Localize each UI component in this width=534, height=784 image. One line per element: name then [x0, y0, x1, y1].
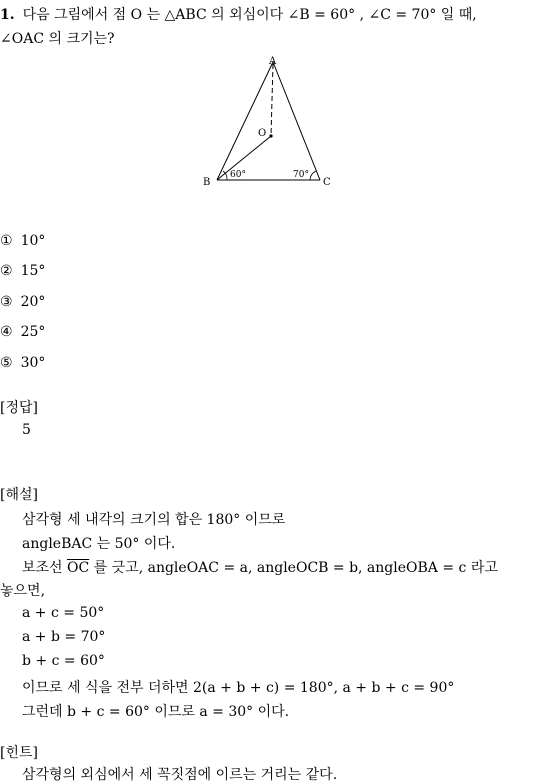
choice-3 [0, 294, 45, 310]
hint-text: 삼각형의 외심에서 세 꼭짓점에 이르는 거리는 같다. [22, 767, 338, 783]
choice-2-mark: ② [0, 263, 13, 279]
choice-3-mark: ③ [0, 294, 13, 310]
point-o [269, 134, 272, 137]
label-b: B [203, 177, 211, 188]
choice-5-text: 30° [20, 355, 46, 371]
angle-b-label: 60° [230, 170, 246, 180]
label-c: C [323, 177, 331, 188]
side-ab [217, 62, 273, 180]
explanation-line-3 [22, 557, 498, 577]
explanation-line-6: 그런데 b + c = 60° 이므로 a = 30° 이다. [22, 704, 290, 720]
choice-1 [0, 233, 45, 249]
equation-3: b + c = 60° [22, 653, 105, 669]
segment-oa [271, 64, 273, 136]
choice-2 [0, 263, 45, 279]
choice-3-text: 20° [20, 294, 46, 310]
question-text-2: ∠OAC 의 크기는? [0, 31, 115, 47]
answer-value: 5 [22, 422, 31, 438]
label-o: O [258, 128, 267, 139]
choice-1-mark: ① [0, 233, 13, 249]
equation-1: a + c = 50° [22, 605, 105, 621]
explanation-line-3-prefix: 보조선 [22, 560, 68, 576]
answer-heading: [정답] [0, 400, 38, 416]
segment-oc-notation: $\overline{OC}$ [67, 560, 90, 576]
explanation-line-2: angleBAC 는 50° 이다. [22, 536, 176, 552]
explanation-line-5: 이므로 세 식을 전부 더하면 2(a + b + c) = 180°, a + b + c = 90° [22, 680, 455, 696]
explanation-line-4: 놓으면, [0, 583, 46, 599]
choice-4-text: 25° [20, 324, 46, 340]
equation-2: a + b = 70° [22, 629, 106, 645]
explanation-line-3-suffix: 를 긋고, angleOAC = a, angleOCB = b, angleOBA = c 라고 [89, 560, 498, 576]
side-ac [273, 62, 320, 180]
hint-heading: [힌트] [0, 745, 38, 761]
question-number: 1. [0, 7, 15, 23]
question-line-1 [0, 4, 477, 24]
triangle-figure [200, 52, 335, 192]
explanation-line-1: 삼각형 세 내각의 크기의 합은 180° 이므로 [22, 512, 286, 528]
choice-4 [0, 324, 45, 340]
label-a: A [269, 56, 277, 67]
explanation-heading: [해설] [0, 487, 38, 503]
angle-c-arc [310, 171, 316, 180]
choice-5-mark: ⑤ [0, 355, 13, 371]
question-text-1: 다음 그림에서 점 O 는 △ABC 의 외심이다 ∠B = 60° , ∠C = 70° 일 때, [22, 7, 477, 23]
choice-2-text: 15° [20, 263, 46, 279]
choice-5 [0, 355, 45, 371]
choice-1-text: 10° [20, 233, 46, 249]
triangle-diagram [200, 52, 335, 192]
angle-c-label: 70° [293, 170, 309, 180]
choice-4-mark: ④ [0, 324, 13, 340]
